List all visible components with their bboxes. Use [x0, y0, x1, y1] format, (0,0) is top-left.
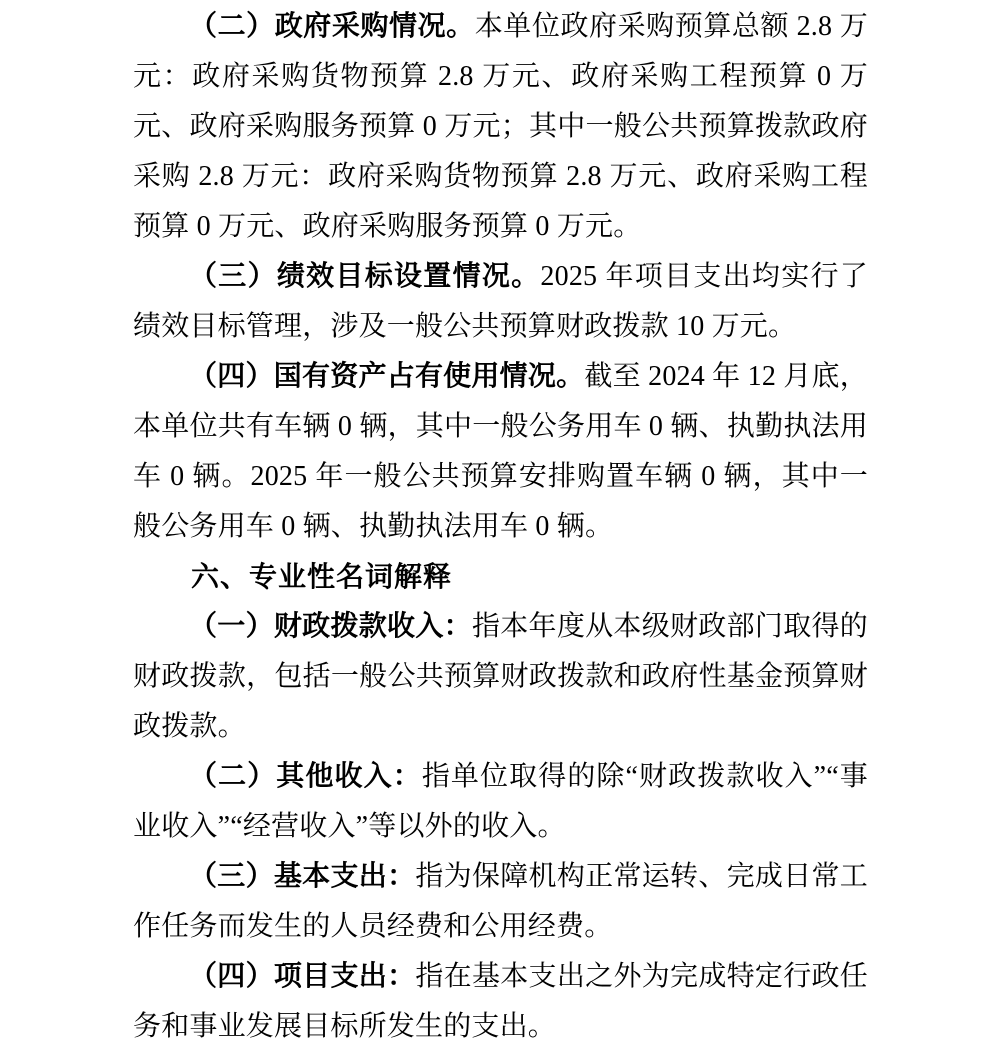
definition-label: （四）项目支出： — [189, 961, 416, 992]
paragraph-government-procurement — [133, 2, 868, 252]
definition-text: 指单位取得的除“财政拨款收入”“事业收入”“经营收入”等以外的收入。 — [133, 761, 868, 842]
paragraph-label: （四）国有资产占有使用情况。 — [189, 361, 585, 392]
paragraph-state-assets — [133, 352, 868, 552]
definition-label: （一）财政拨款收入： — [189, 611, 472, 642]
definition-fiscal-appropriation-income — [133, 602, 868, 752]
definition-project-expenditure — [133, 952, 868, 1052]
section-heading-glossary: 六、专业性名词解释 — [191, 561, 453, 592]
definition-label: （二）其他收入： — [189, 761, 422, 792]
paragraph-text: 截至 2024 年 12 月底，本单位共有车辆 0 辆，其中一般公务用车 0 辆、执勤执法用车 0 辆。2025 年一般公共预算安排购置车辆 0 辆，其中一般公务用车 0 辆、执勤执法用车 0 辆。 — [133, 361, 868, 542]
definition-basic-expenditure — [133, 852, 868, 952]
definition-text: 指为保障机构正常运转、完成日常工作任务而发生的人员经费和公用经费。 — [133, 861, 869, 942]
definition-text: 指本年度从本级财政部门取得的财政拨款，包括一般公共预算财政拨款和政府性基金预算财政拨款。 — [133, 611, 868, 742]
paragraph-text: 本单位政府采购预算总额 2.8 万元：政府采购货物预算 2.8 万元、政府采购工程预算 0 万元、政府采购服务预算 0 万元；其中一般公共预算拨款政府采购 2.8 万元：政府采购货物预算 2.8 万元、政府采购工程预算 0 万元、政府采购服务预算 0 万元。 — [133, 11, 868, 242]
paragraph-performance-targets — [133, 252, 868, 352]
paragraph-label: （二）政府采购情况。 — [189, 11, 475, 42]
paragraph-text: 2025 年项目支出均实行了绩效目标管理，涉及一般公共预算财政拨款 10 万元。 — [133, 261, 868, 342]
paragraph-label: （三）绩效目标设置情况。 — [189, 261, 541, 292]
definition-label: （三）基本支出： — [189, 861, 416, 892]
definition-text: 指在基本支出之外为完成特定行政任务和事业发展目标所发生的支出。 — [133, 961, 869, 1042]
definition-other-income — [133, 752, 868, 852]
